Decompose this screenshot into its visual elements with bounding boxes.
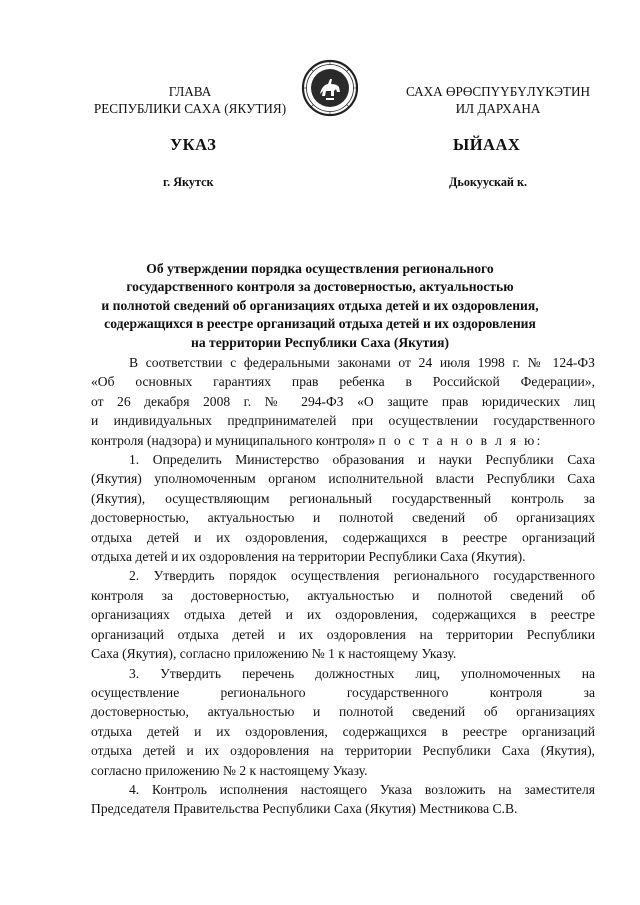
item-3 bbox=[91, 664, 595, 780]
sakha-coat-of-arms-icon bbox=[300, 58, 360, 118]
body-line bbox=[91, 431, 595, 450]
decree-body bbox=[91, 353, 595, 819]
item-4 bbox=[91, 780, 595, 819]
preamble-end: контроля (надзора) и муниципального контроля» bbox=[91, 432, 376, 448]
ukaz-title-sah: ЫЙААХ bbox=[453, 135, 521, 154]
body-line: организаций отдыха детей и их оздоровления на территории Республики bbox=[91, 626, 595, 642]
body-line: Саха (Якутия), согласно приложению № 1 к настоящему Указу. bbox=[91, 646, 457, 662]
body-line: отдыха детей и их оздоровления на территории Республики Саха (Якутия). bbox=[91, 549, 526, 565]
preamble bbox=[91, 353, 595, 450]
ukaz-title-ru: УКАЗ bbox=[170, 135, 217, 154]
body-line: контроля за достоверностью, актуальностью и полнотой сведений об bbox=[91, 587, 595, 603]
body-line: 2. Утвердить порядок осуществления регионального государственного bbox=[129, 568, 595, 584]
decree-title bbox=[60, 260, 580, 352]
title-line: на территории Республики Саха (Якутия) bbox=[191, 334, 449, 350]
body-line: (Якутия) уполномоченным органом исполнительной власти Республики Саха bbox=[91, 471, 595, 487]
body-line: 3. Утвердить перечень должностных лиц, уполномоченных на bbox=[129, 665, 595, 681]
header-left-line1: ГЛАВА bbox=[168, 84, 212, 99]
body-line: и индивидуальных предпринимателей при осуществлении государственного bbox=[91, 413, 595, 429]
body-line: Председателя Правительства Республики Саха (Якутия) Местникова С.В. bbox=[91, 801, 518, 817]
body-line: (Якутия), осуществляющим региональный государственный контроль за bbox=[91, 490, 595, 506]
decree-word: п о с т а н о в л я ю: bbox=[378, 432, 543, 448]
body-line: отдыха детей и их оздоровления, содержащихся в реестре организаций bbox=[91, 529, 595, 545]
city-sah: Дьокуускай к. bbox=[449, 175, 528, 189]
header-right-line2: ИЛ ДАРХАНА bbox=[455, 101, 541, 116]
body-line: достоверностью, актуальностью и полнотой сведений об организациях bbox=[91, 704, 595, 720]
body-line: отдыха детей и их оздоровления, содержащихся в реестре организаций bbox=[91, 723, 595, 739]
body-line: «Об основных гарантиях прав ребенка в Российской Федерации», bbox=[91, 374, 595, 390]
body-line: от 26 декабря 2008 г. № 294-ФЗ «О защите прав юридических лиц bbox=[91, 393, 595, 409]
body-line: достоверностью, актуальностью и полнотой сведений об организациях bbox=[91, 510, 595, 526]
body-line: согласно приложению № 2 к настоящему Указу. bbox=[91, 762, 368, 778]
header-right-line1: САХА ӨРӨСПҮҮБҮЛҮКЭТИН bbox=[405, 84, 591, 99]
body-line: 4. Контроль исполнения настоящего Указа возложить на заместителя bbox=[129, 781, 595, 797]
body-line: осуществление регионального государственного контроля за bbox=[91, 684, 595, 700]
body-line: организациях отдыха детей и их оздоровления, содержащихся в реестре bbox=[91, 607, 595, 623]
header-left-line2: РЕСПУБЛИКИ САХА (ЯКУТИЯ) bbox=[93, 101, 287, 116]
body-line: 1. Определить Министерство образования и науки Республики Саха bbox=[129, 452, 595, 468]
item-1 bbox=[91, 450, 595, 566]
body-line: отдыха детей и их оздоровления на территории Республики Саха (Якутия), bbox=[91, 743, 595, 759]
title-line: содержащихся в реестре организаций отдыха детей и их оздоровления bbox=[104, 316, 536, 332]
header-left bbox=[75, 83, 305, 117]
header-right bbox=[388, 83, 608, 117]
item-2 bbox=[91, 566, 595, 663]
body-line: В соответствии с федеральными законами от 24 июля 1998 г. № 124-ФЗ bbox=[129, 355, 595, 370]
title-line: Об утверждении порядка осуществления регионального bbox=[146, 261, 494, 276]
title-line: государственного контроля за достоверностью, актуальностью bbox=[126, 279, 514, 295]
title-line: и полнотой сведений об организациях отдыха детей и их оздоровления, bbox=[101, 297, 539, 313]
city-ru: г. Якутск bbox=[163, 175, 214, 189]
